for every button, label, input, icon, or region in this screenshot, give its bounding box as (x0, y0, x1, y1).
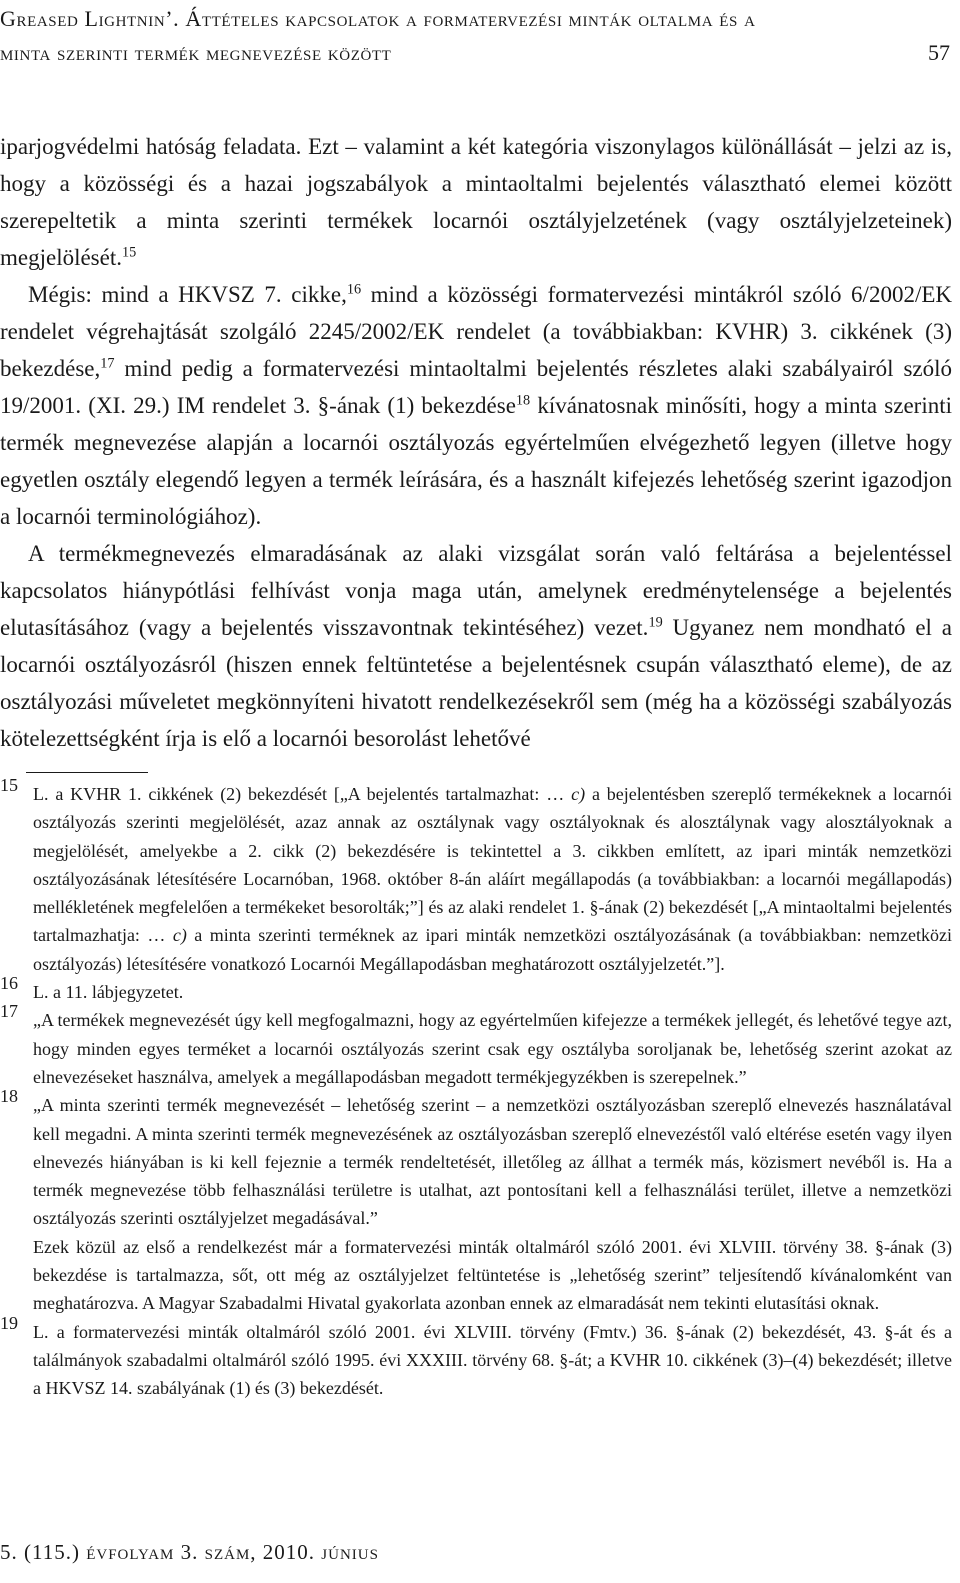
footnote-text: L. a KVHR 1. cikkének (2) bekezdését [„A bejelentés tartalmazhat: … (33, 784, 572, 804)
header-title: Greased Lightnin’. Áttételes kapcsolatok a formatervezési minták oltalma és a minta szerinti termék megnevezése között (0, 6, 756, 65)
running-header (0, 2, 952, 70)
paragraph-text: A termékmegnevezés elmaradásának az alaki vizsgálat során való feltárása a bejelentéssel kapcsolatos hiánypótlási felhívást vonja maga után, amelynek eredménytelensége a bejelentés elutasításához (vagy a bejelentés visszavontnak tekintéséhez) vezet. (0, 541, 952, 640)
page-number: 57 (928, 40, 950, 65)
footnote-text: a bejelentésben szereplő termékeknek a locarnói osztályozás szerinti megjelölését, azaz annak az osztálynak vagy osztályoknak és alosztálynak vagy alosztályoknak a megjelölését, amelyekbe a 2. cikk (2) bekezdésére is tekintettel a 3. cikkben említett, az ipari minták nemzetközi osztályozásának létesítésére Locarnóban, 1968. október 8-án aláírt megállapodás (a továbbiakban: a locarnói megállapodás) mellékletének megfelelően a termékeket besorolták;”] és az alaki rendelet 1. §-ának (2) bekezdését [„A mintaoltalmi bejelentés tartalmazhatja: … (33, 784, 953, 946)
footnote-divider (26, 772, 148, 773)
footnote-number: 18 (0, 1086, 18, 1107)
footnote-number: 17 (0, 1001, 18, 1022)
paragraph-2 (0, 276, 952, 535)
footnotes (0, 775, 953, 1403)
footnote-text: Ezek közül az első a rendelkezést már a formatervezési minták oltalmáról szóló 2001. évi XLVIII. törvény 38. §-ának (3) bekezdése is tartalmazza, sőt, ott még az osztályjelzet feltüntetése is „lehetőség szerint” teljesítendő kívánalomként van meghatározva. A Magyar Szabadalmi Hivatal gyakorlata azonban ennek az elmaradását nem tekinti elutasítási oknak. (33, 1236, 952, 1314)
footnote-17 (0, 1001, 952, 1091)
main-text (0, 128, 952, 757)
footnote-15 (0, 775, 953, 978)
footnote-ref-19[interactable]: 19 (648, 614, 663, 631)
footnote-ref-17[interactable]: 17 (100, 355, 115, 372)
footnote-text: „A termékek megnevezését úgy kell megfogalmazni, hogy az egyértelműen kifejezze a termékek jellegét, és lehetővé tegye azt, hogy minden egyes terméket a locarnói osztályozás szerint csak egy osztályba soroljanak be, lehetőség szerint azokat az elnevezéseket használva, amelyek a megállapodásban megadott termékjegyzékben is szerepelnek.” (33, 1010, 952, 1087)
footnote-18 (0, 1086, 952, 1317)
paragraph-text: Mégis: mind a HKVSZ 7. cikke, (28, 282, 347, 307)
paragraph-text: kívánatosnak minősíti, hogy a minta szerinti termék megnevezése alapján a locarnói osztályozás egyértelműen elvégezhető legyen (illetve hogy egyetlen osztály elegendő legyen a termék leírására, és a használt kifejezés lehetőség szerint igazodjon a locarnói terminológiához). (0, 393, 952, 529)
footnote-ref-15[interactable]: 15 (122, 244, 137, 261)
footnote-emphasis: c) (571, 784, 586, 804)
footnote-text: L. a 11. lábjegyzetet. (33, 982, 184, 1003)
footnote-emphasis: c) (172, 925, 187, 946)
footnote-16 (0, 973, 952, 1006)
page-footer: 5. (115.) évfolyam 3. szám, 2010. június (0, 1540, 379, 1564)
paragraph-text: Ugyanez nem mondható el a locarnói osztályozásról (hiszen ennek feltüntetése a bejelentésnek csupán választható eleme), de az osztályozási műveletet megkönnyíteni hivatott rendelkezésekről sem (még ha a közösségi szabályozás kötelezettségként írja is elő a locarnói besorolást lehetővé (0, 615, 952, 751)
paragraph-text: mind a közösségi formatervezési mintákról szóló 6/2002/EK rendelet végrehajtását szolgáló 2245/2002/EK rendelet (a továbbiakban: KVHR) 3. cikkének (3) bekezdése, (0, 282, 952, 381)
paragraph-1 (0, 128, 952, 276)
paragraph-text: iparjogvédelmi hatóság feladata. Ezt – valamint a két kategória viszonylagos különállását – jelzi az is, hogy a közösségi és a hazai jogszabályok a mintaoltalmi bejelentés választható elemei között szerepeltetik a minta szerinti termékek locarnói osztályjelzetének (vagy osztályjelzeteinek) megjelölését. (0, 134, 952, 270)
footnote-19 (0, 1312, 952, 1403)
footnote-text: a minta szerinti terméknek az ipari minták nemzetközi osztályozásának (a továbbiakban: nemzetközi osztályozás) létesítésére vonatkozó Locarnói Megállapodásban meghatározott osztályjelzetét.”]. (33, 925, 953, 974)
footnote-number: 16 (0, 973, 18, 994)
footnote-text: L. a formatervezési minták oltalmáról szóló 2001. évi XLVIII. törvény (Fmtv.) 36. §-ának (2) bekezdését, 43. §-át és a találmányok szabadalmi oltalmáról szóló 1995. évi XXXIII. törvény 68. §-át; a KVHR 10. cikkének (3)–(4) bekezdését; illetve a HKVSZ 14. szabályának (1) és (3) bekezdését. (33, 1321, 952, 1399)
footnote-number: 19 (0, 1312, 18, 1333)
footnote-ref-18[interactable]: 18 (515, 392, 531, 409)
footnote-ref-16[interactable]: 16 (346, 281, 362, 298)
footnote-text: „A minta szerinti termék megnevezését – lehetőség szerint – a nemzetközi osztályozásban szereplő elnevezés használatával kell megadni. A minta szerinti termék megnevezésének az osztályozásban szereplő elnevezéstől való eltérése esetén vagy ilyen elnevezés hiányában is ki kell fejeznie a termék rendeltetését, illetőleg az állhat a termék más, közismert nevéből is. Ha a termék megnevezése több felhasználási területre is utalhat, azt pontosítani kell a felhasználási terület, illetve a nemzetközi osztályozás szerinti osztályjelzet megadásával.” (33, 1095, 952, 1229)
paragraph-3 (0, 535, 952, 757)
footnote-number: 15 (0, 775, 18, 795)
paragraph-text: mind pedig a formatervezési mintaoltalmi bejelentés részletes alaki szabályairól szóló 19/2001. (XI. 29.) IM rendelet 3. §-ának (1) bekezdése (0, 356, 952, 418)
